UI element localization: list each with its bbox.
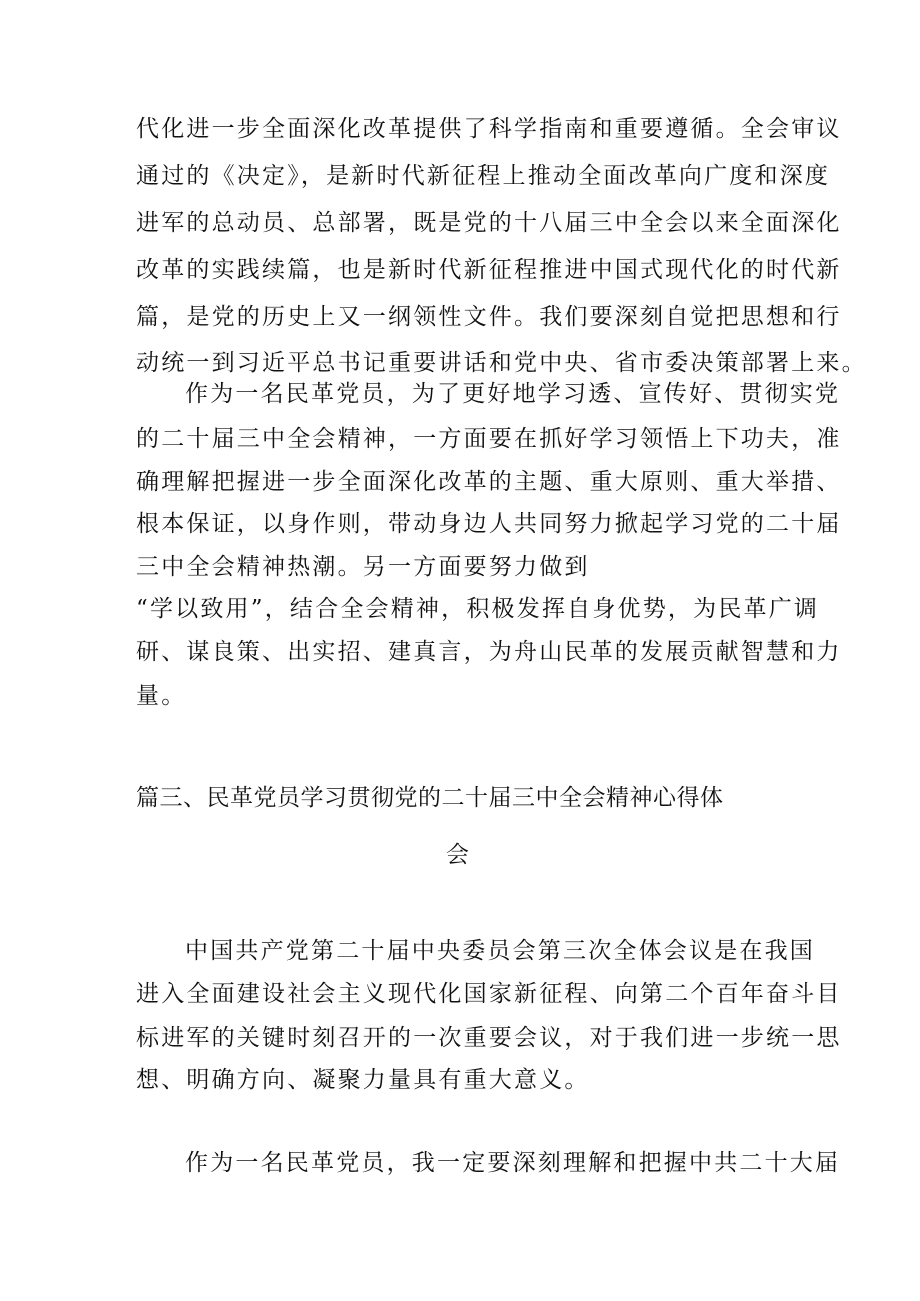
paragraph-1-line-3: 进军的总动员、总部署，既是党的十八届三中全会以来全面深化 xyxy=(136,210,842,236)
paragraph-3-line-1: 中国共产党第二十届中央委员会第三次全体会议是在我国 xyxy=(185,938,815,964)
paragraph-1-line-4: 改革的实践续篇，也是新时代新征程推进中国式现代化的时代新 xyxy=(136,257,842,283)
paragraph-1-line-6: 动统一到习近平总书记重要讲话和党中央、省市委决策部署上来。 xyxy=(136,350,867,376)
paragraph-3-line-2: 进入全面建设社会主义现代化国家新征程、向第二个百年奋斗目 xyxy=(136,981,842,1007)
section-heading: 篇三、民革党员学习贯彻党的二十届三中全会精神心得体 xyxy=(136,785,724,811)
paragraph-1-line-2: 通过的《决定》，是新时代新征程上推动全面改革向广度和深度 xyxy=(136,163,831,189)
paragraph-4-line-1: 作为一名民革党员，我一定要深刻理解和把握中共二十大届 xyxy=(185,1150,841,1176)
section-heading-continuation: 会 xyxy=(446,842,469,868)
paragraph-2-line-7: 研、谋良策、出实招、建真言，为舟山民革的发展贡献智慧和力 xyxy=(136,639,842,665)
paragraph-2-line-6: “学以致用”，结合全会精神，积极发挥自身优势，为民革广调 xyxy=(136,596,820,622)
paragraph-2-line-1: 作为一名民革党员，为了更好地学习透、宣传好、贯彻实党 xyxy=(185,381,841,407)
paragraph-3-line-4: 想、明确方向、凝聚力量具有重大意义。 xyxy=(136,1067,590,1093)
paragraph-3-line-3: 标进军的关键时刻召开的一次重要会议，对于我们进一步统一思 xyxy=(136,1025,842,1051)
paragraph-2-line-5: 三中全会精神热潮。另一方面要努力做到 xyxy=(136,554,590,580)
paragraph-2-line-8: 量。 xyxy=(136,683,187,709)
paragraph-2-line-4: 根本保证，以身作则，带动身边人共同努力掀起学习党的二十届 xyxy=(136,511,842,537)
paragraph-2-line-2: 的二十届三中全会精神，一方面要在抓好学习领悟上下功夫，准 xyxy=(136,426,842,452)
paragraph-2-line-3: 确理解把握进一步全面深化改革的主题、重大原则、重大举措、 xyxy=(136,469,842,495)
paragraph-1-line-5: 篇，是党的历史上又一纲领性文件。我们要深刻自觉把思想和行 xyxy=(136,304,842,330)
paragraph-1-line-1: 代化进一步全面深化改革提供了科学指南和重要遵循。全会审议 xyxy=(136,116,842,142)
